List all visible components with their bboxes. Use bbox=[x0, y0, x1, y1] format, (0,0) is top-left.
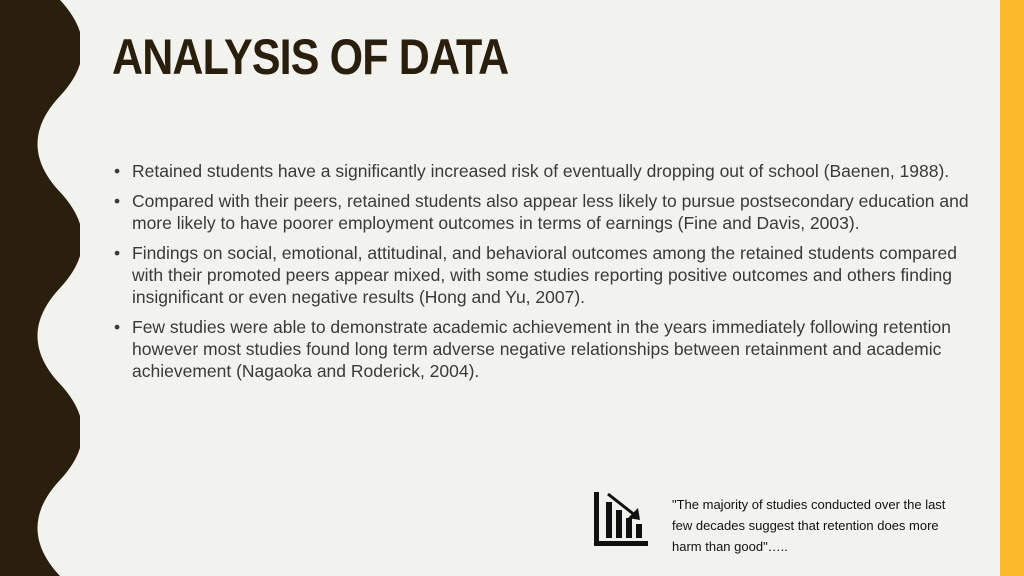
bar-chart-downward-icon bbox=[592, 490, 650, 548]
bullet-text: Retained students have a significantly increased risk of eventually dropping out of school (Baenen, 1988). bbox=[132, 161, 950, 181]
bullet-item bbox=[112, 160, 972, 182]
bullet-item bbox=[112, 190, 972, 234]
bullet-marker: • bbox=[114, 243, 121, 263]
bullet-text: Few studies were able to demonstrate academic achievement in the years immediately following retention however most studies found long term adverse negative relationships between retainment and academic achievement (Nagaoka and Roderick, 2004). bbox=[132, 317, 952, 381]
slide-title: ANALYSIS OF DATA bbox=[112, 29, 509, 85]
bullet-marker: • bbox=[114, 317, 121, 337]
bullet-item bbox=[112, 316, 972, 382]
bullet-item bbox=[112, 242, 972, 308]
left-wavy-band bbox=[0, 0, 80, 576]
quote-callout: "The majority of studies conducted over the last few decades suggest that retention does more harm than good"….. bbox=[672, 497, 946, 554]
bullet-text: Compared with their peers, retained students also appear less likely to pursue postsecondary education and more likely to have poorer employment outcomes in terms of earnings (Fine and Davis, 2003). bbox=[132, 191, 969, 233]
bullet-text: Findings on social, emotional, attitudinal, and behavioral outcomes among the retained students compared with their promoted peers appear mixed, with some studies reporting positive outcomes and others finding insignificant or even negative results (Hong and Yu, 2007). bbox=[132, 243, 957, 307]
right-accent-bar bbox=[1000, 0, 1024, 576]
bullet-marker: • bbox=[114, 191, 121, 211]
bullet-marker: • bbox=[114, 161, 121, 181]
bullet-list bbox=[112, 160, 972, 382]
